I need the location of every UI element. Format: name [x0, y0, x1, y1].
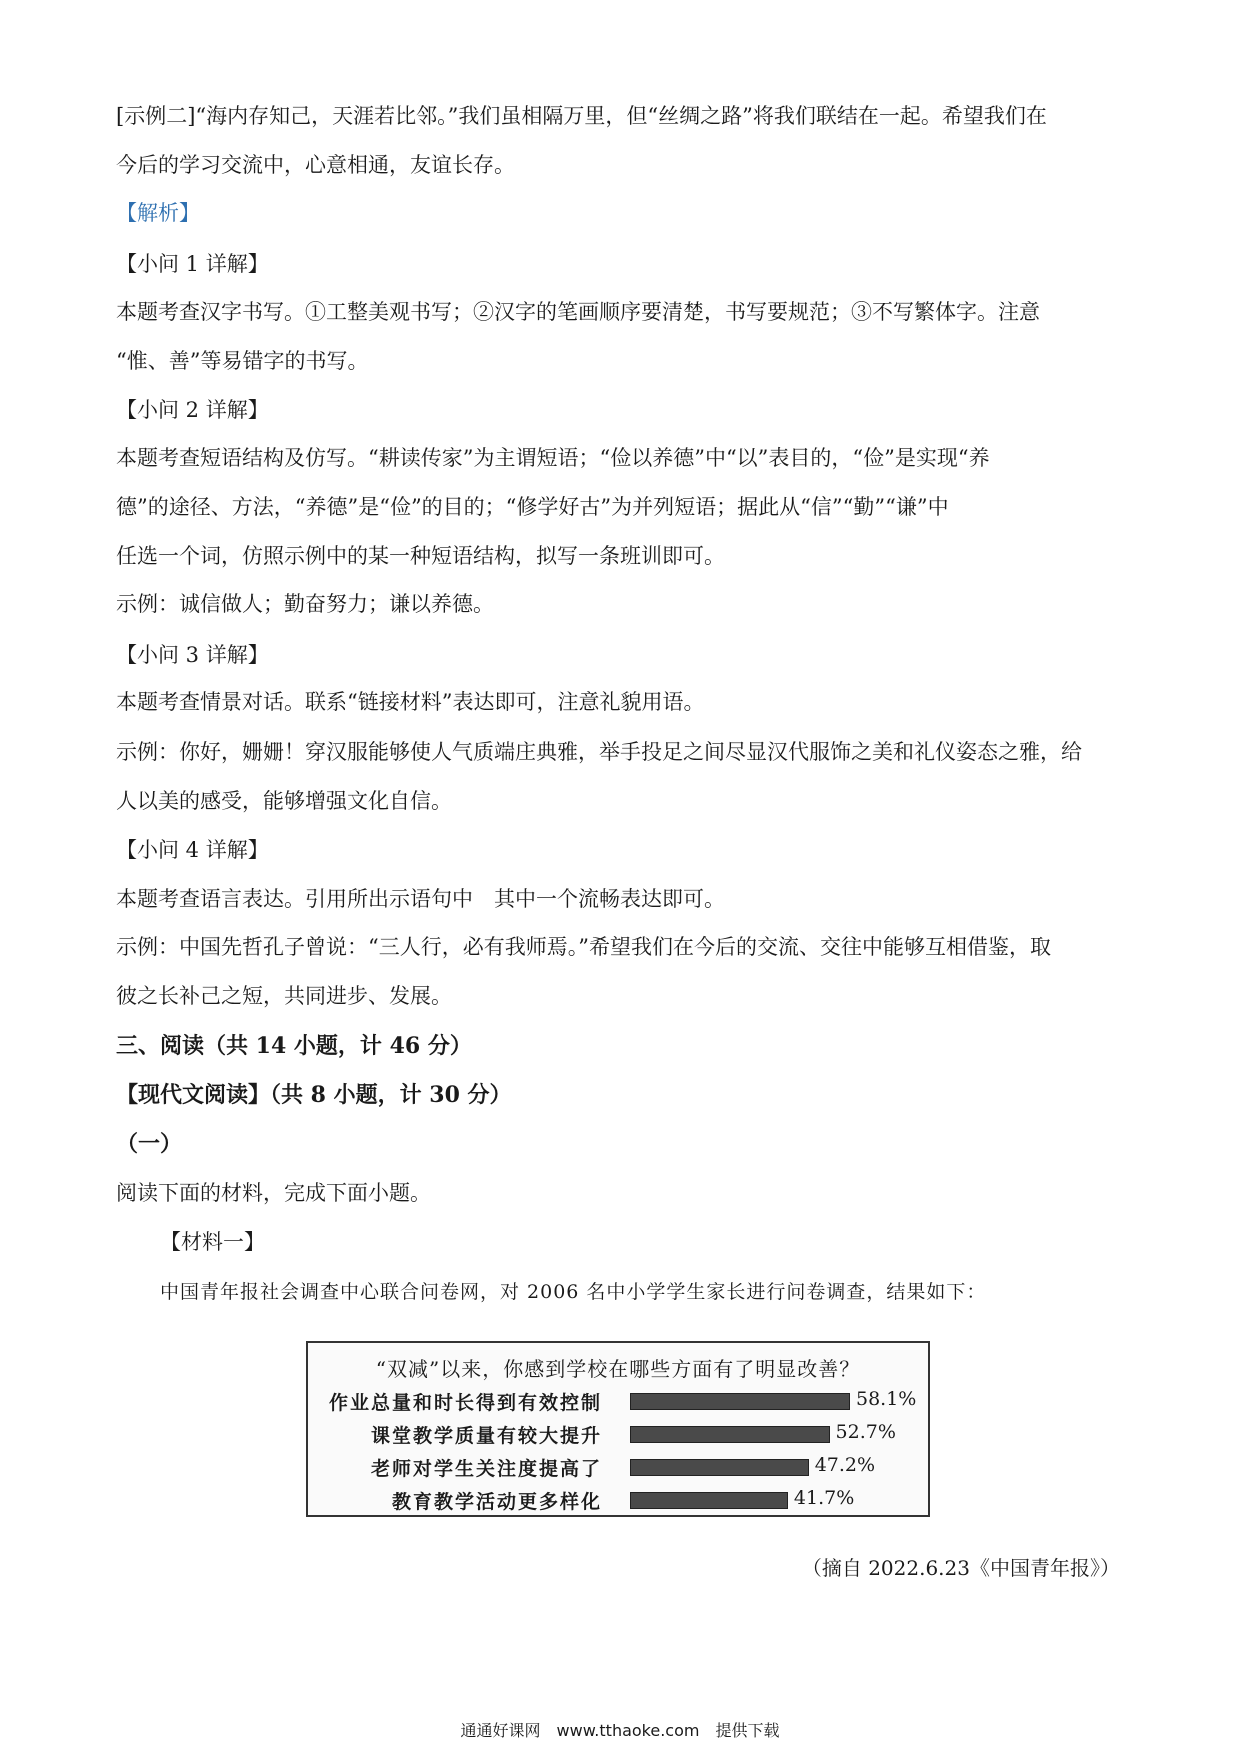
chart-bar: [630, 1459, 809, 1476]
text-line: 本题考查短语结构及仿写。“耕读传家”为主谓短语；“俭以养德”中“以”表目的，“俭”是实现“养: [116, 446, 990, 470]
text-line: 示例：诚信做人；勤奋努力；谦以养德。: [116, 592, 494, 616]
chart-bar: [630, 1492, 788, 1509]
text-line: 彼之长补己之短，共同进步、发展。: [116, 984, 452, 1008]
chart-title: “双减”以来，你感到学校在哪些方面有了明显改善？: [375, 1357, 861, 1381]
chart-value-label: 41.7%: [793, 1487, 855, 1509]
chart-intro: 中国青年报社会调查中心联合问卷网，对 2006 名中小学学生家长进行问卷调查，结果如下：: [160, 1281, 987, 1303]
chart-category-label: 课堂教学质量有较大提升: [370, 1425, 602, 1447]
subquestion-heading: 【小问 1 详解】: [116, 252, 269, 276]
text-line: 德”的途径、方法，“养德”是“俭”的目的；“修学好古”为并列短语；据此从“信”“勤”“谦”中: [116, 495, 949, 519]
text-line: 本题考查汉字书写。①工整美观书写；②汉字的笔画顺序要清楚，书写要规范；③不写繁体字。注意: [116, 300, 1040, 324]
text-line: 今后的学习交流中，心意相通，友谊长存。: [116, 153, 515, 177]
page-footer: 通通好课网 www.tthaoke.com 提供下载: [460, 1721, 780, 1740]
text-line: 阅读下面的材料，完成下面小题。: [116, 1181, 431, 1205]
text-line: 人以美的感受，能够增强文化自信。: [116, 789, 452, 813]
text-line: 本题考查情景对话。联系“链接材料”表达即可，注意礼貌用语。: [116, 690, 705, 714]
survey-chart: [306, 1341, 930, 1517]
chart-bar: [630, 1426, 830, 1443]
chart-bar: [630, 1393, 850, 1410]
text-line: 示例：中国先哲孔子曾说：“三人行，必有我师焉。”希望我们在今后的交流、交往中能够互相借鉴，取: [116, 935, 1051, 959]
material-heading: 【材料一】: [160, 1230, 265, 1254]
text-line: 示例：你好，姗姗！穿汉服能够使人气质端庄典雅，举手投足之间尽显汉代服饰之美和礼仪姿态之雅，给: [116, 740, 1082, 764]
section-heading: （一）: [116, 1131, 183, 1157]
subquestion-heading: 【小问 4 详解】: [116, 838, 269, 862]
analysis-heading: 【解析】: [116, 201, 200, 225]
subquestion-heading: 【小问 3 详解】: [116, 643, 269, 667]
chart-category-label: 老师对学生关注度提高了: [370, 1458, 602, 1480]
section-heading: 三、阅读（共 14 小题，计 46 分）: [116, 1033, 472, 1059]
text-line: 任选一个词，仿照示例中的某一种短语结构，拟写一条班训即可。: [116, 544, 725, 568]
section-heading: 【现代文阅读】（共 8 小题，计 30 分）: [116, 1082, 512, 1108]
chart-value-label: 47.2%: [814, 1454, 876, 1476]
text-line: [示例二]“海内存知己，天涯若比邻。”我们虽相隔万里，但“丝绸之路”将我们联结在一起。希望我们在: [116, 104, 1047, 128]
subquestion-heading: 【小问 2 详解】: [116, 398, 269, 422]
chart-value-label: 58.1%: [856, 1388, 917, 1410]
chart-category-label: 作业总量和时长得到有效控制: [328, 1392, 602, 1414]
text-line: “惟、善”等易错字的书写。: [116, 349, 369, 373]
source-citation: （摘自 2022.6.23《中国青年报》）: [801, 1556, 1120, 1580]
text-line: 本题考查语言表达。引用所出示语句中 其中一个流畅表达即可。: [116, 887, 725, 911]
chart-category-label: 教育教学活动更多样化: [391, 1491, 602, 1513]
chart-value-label: 52.7%: [835, 1421, 896, 1443]
